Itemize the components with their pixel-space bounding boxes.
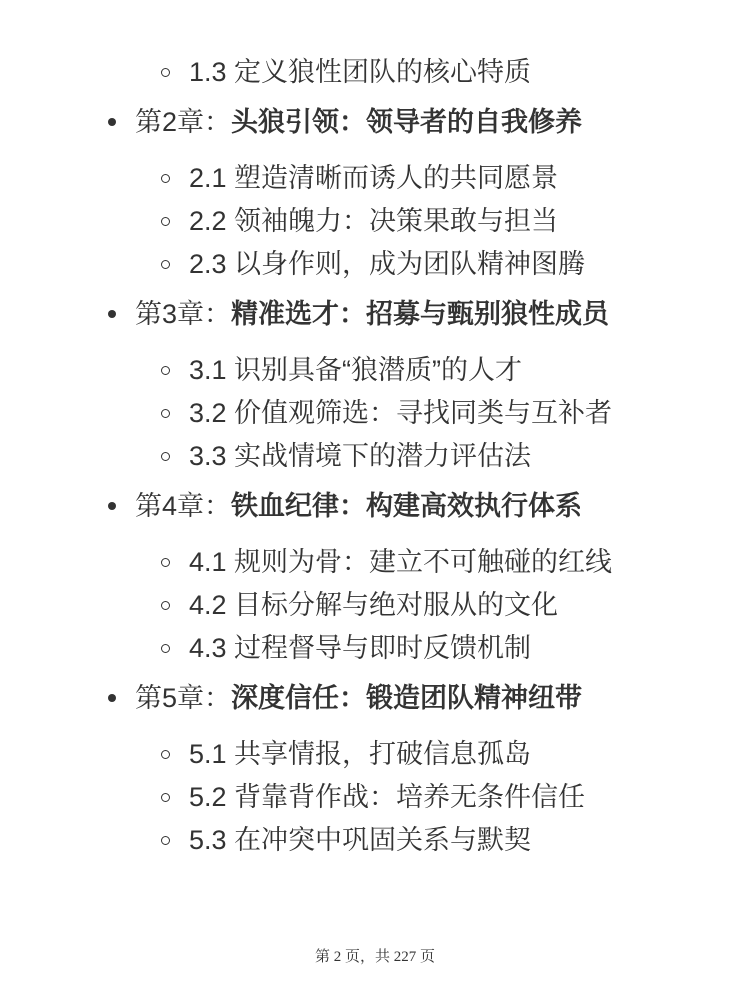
- section-label: 3.3 实战情境下的潜力评估法: [189, 441, 532, 471]
- hollow-bullet-icon: [161, 409, 170, 418]
- toc-section-item: [0, 737, 750, 771]
- chapter-title: 铁血纪律：构建高效执行体系: [231, 491, 583, 521]
- toc-section-item: [0, 353, 750, 387]
- toc-section-item: [0, 204, 750, 238]
- toc-section-item: [0, 631, 750, 665]
- toc-section-item: [0, 439, 750, 473]
- section-label: 5.1 共享情报，打破信息孤岛: [189, 739, 532, 769]
- section-label: 1.3 定义狼性团队的核心特质: [189, 57, 532, 87]
- hollow-bullet-icon: [161, 217, 170, 226]
- chapter-title: 精准选才：招募与甄别狼性成员: [231, 299, 610, 329]
- toc-section-item: [0, 823, 750, 857]
- chapter-number: 第3章：: [135, 299, 232, 329]
- filled-bullet-icon: [108, 310, 116, 318]
- chapter-number: 第2章：: [135, 107, 232, 137]
- chapter-number: 第4章：: [135, 491, 232, 521]
- section-label: 2.3 以身作则，成为团队精神图腾: [189, 249, 586, 279]
- hollow-bullet-icon: [161, 68, 170, 77]
- toc-section-item: [0, 545, 750, 579]
- chapter-label: [135, 297, 609, 331]
- chapter-title: 深度信任：锻造团队精神纽带: [231, 683, 583, 713]
- toc-section-item: [0, 55, 750, 89]
- section-label: 2.2 领袖魄力：决策果敢与担当: [189, 206, 559, 236]
- hollow-bullet-icon: [161, 558, 170, 567]
- chapter-number: 第5章：: [135, 683, 232, 713]
- toc-chapter-item: [0, 681, 750, 715]
- section-label: 4.3 过程督导与即时反馈机制: [189, 633, 532, 663]
- toc-group: [0, 489, 750, 665]
- filled-bullet-icon: [108, 694, 116, 702]
- toc-section-item: [0, 780, 750, 814]
- chapter-label: [135, 489, 582, 523]
- toc-chapter-item: [0, 297, 750, 331]
- section-label: 4.2 目标分解与绝对服从的文化: [189, 590, 559, 620]
- toc-section-item: [0, 396, 750, 430]
- hollow-bullet-icon: [161, 174, 170, 183]
- toc-chapter-item: [0, 489, 750, 523]
- hollow-bullet-icon: [161, 750, 170, 759]
- section-label: 4.1 规则为骨：建立不可触碰的红线: [189, 547, 613, 577]
- hollow-bullet-icon: [161, 793, 170, 802]
- filled-bullet-icon: [108, 118, 116, 126]
- chapter-label: [135, 105, 582, 139]
- section-label: 3.1 识别具备“狼潜质”的人才: [189, 355, 523, 385]
- hollow-bullet-icon: [161, 366, 170, 375]
- section-label: 3.2 价值观筛选：寻找同类与互补者: [189, 398, 613, 428]
- hollow-bullet-icon: [161, 452, 170, 461]
- page-number-label: 第 2 页，共 227 页: [314, 949, 435, 965]
- filled-bullet-icon: [108, 502, 116, 510]
- toc-section-item: [0, 247, 750, 281]
- toc-group: [0, 105, 750, 281]
- toc-section-item: [0, 161, 750, 195]
- hollow-bullet-icon: [161, 601, 170, 610]
- toc-group: [0, 681, 750, 857]
- section-label: 5.3 在冲突中巩固关系与默契: [189, 825, 532, 855]
- toc-group: [0, 55, 750, 89]
- hollow-bullet-icon: [161, 644, 170, 653]
- chapter-title: 头狼引领：领导者的自我修养: [231, 107, 583, 137]
- toc-chapter-item: [0, 105, 750, 139]
- chapter-label: [135, 681, 582, 715]
- toc-group: [0, 297, 750, 473]
- section-label: 5.2 背靠背作战：培养无条件信任: [189, 782, 586, 812]
- hollow-bullet-icon: [161, 260, 170, 269]
- toc-section-item: [0, 588, 750, 622]
- hollow-bullet-icon: [161, 836, 170, 845]
- section-label: 2.1 塑造清晰而诱人的共同愿景: [189, 163, 559, 193]
